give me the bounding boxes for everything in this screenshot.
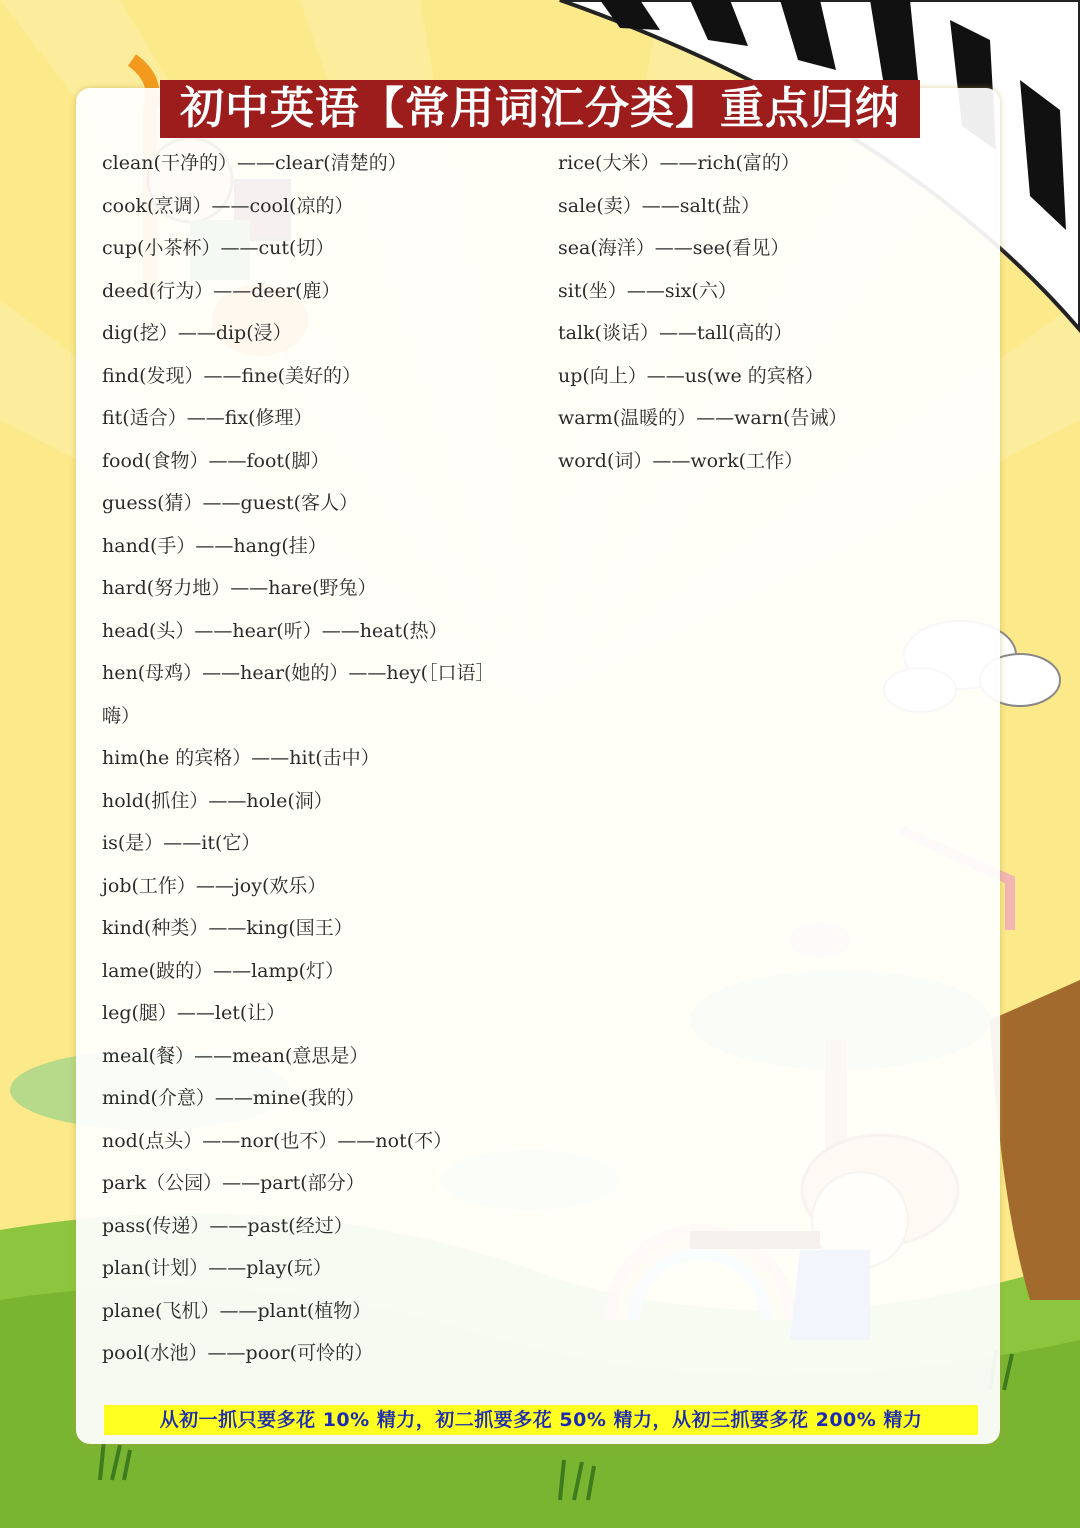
- right-column: [558, 142, 978, 482]
- list-item: clean(干净的）——clear(清楚的）: [102, 152, 407, 174]
- list-item: food(食物）——foot(脚）: [102, 449, 330, 472]
- list-item: rice(大米）——rich(富的）: [558, 152, 800, 174]
- list-item: talk(谈话）——tall(高的）: [558, 322, 793, 344]
- list-item: leg(腿）——let(让）: [102, 1002, 286, 1024]
- list-item: find(发现）——fine(美好的）: [102, 364, 362, 387]
- list-item: park（公园）——part(部分）: [102, 1172, 365, 1194]
- tree-trunk: [990, 980, 1080, 1300]
- list-item: job(工作）——joy(欢乐）: [102, 874, 327, 897]
- page-title: 初中英语【常用词汇分类】重点归纳: [160, 80, 920, 138]
- list-item: head(头）——hear(听）——heat(热）: [102, 619, 448, 642]
- list-item: plan(计划）——play(玩）: [102, 1257, 332, 1279]
- list-item: pass(传递）——past(经过）: [102, 1214, 353, 1237]
- footer-banner: 从初一抓只要多花 10% 精力，初二抓要多花 50% 精力，从初三抓要多花 200% 精力: [104, 1405, 978, 1435]
- list-item: is(是）——it(它）: [102, 832, 261, 854]
- list-item: hard(努力地）——hare(野兔）: [102, 577, 377, 599]
- list-item: plane(飞机）——plant(植物）: [102, 1299, 372, 1322]
- list-item: sale(卖）——salt(盐）: [558, 194, 761, 217]
- list-item: warm(温暖的）——warn(告诫）: [558, 407, 848, 429]
- list-item: meal(餐）——mean(意思是）: [102, 1044, 369, 1067]
- list-item: hen(母鸡）——hear(她的）——hey(［口语］: [102, 662, 495, 684]
- list-item: sea(海洋）——see(看见）: [558, 237, 790, 259]
- list-item: kind(种类）——king(国王）: [102, 917, 353, 939]
- list-item: word(词）——work(工作）: [558, 449, 804, 472]
- list-item: cook(烹调）——cool(凉的）: [102, 194, 354, 217]
- list-item: mind(介意）——mine(我的）: [102, 1087, 365, 1109]
- list-item: hold(抓住）——hole(洞）: [102, 789, 333, 812]
- list-item: up(向上）——us(we 的宾格）: [558, 364, 824, 387]
- list-item: nod(点头）——nor(也不）——not(不）: [102, 1129, 453, 1152]
- list-item: fit(适合）——fix(修理）: [102, 407, 313, 429]
- list-item: pool(水池）——poor(可怜的）: [102, 1342, 374, 1364]
- list-item: sit(坐）——six(六）: [558, 279, 737, 302]
- list-item: guess(猜）——guest(客人）: [102, 492, 358, 514]
- list-item: dig(挖）——dip(浸）: [102, 322, 292, 344]
- left-column: [102, 142, 542, 1375]
- list-item: deed(行为）——deer(鹿）: [102, 279, 341, 302]
- list-item: 嗨）: [102, 704, 141, 727]
- list-item: hand(手）——hang(挂）: [102, 534, 327, 557]
- list-item: cup(小茶杯）——cut(切）: [102, 237, 335, 259]
- list-item: him(he 的宾格）——hit(击中）: [102, 747, 380, 769]
- list-item: lame(跛的）——lamp(灯）: [102, 959, 345, 982]
